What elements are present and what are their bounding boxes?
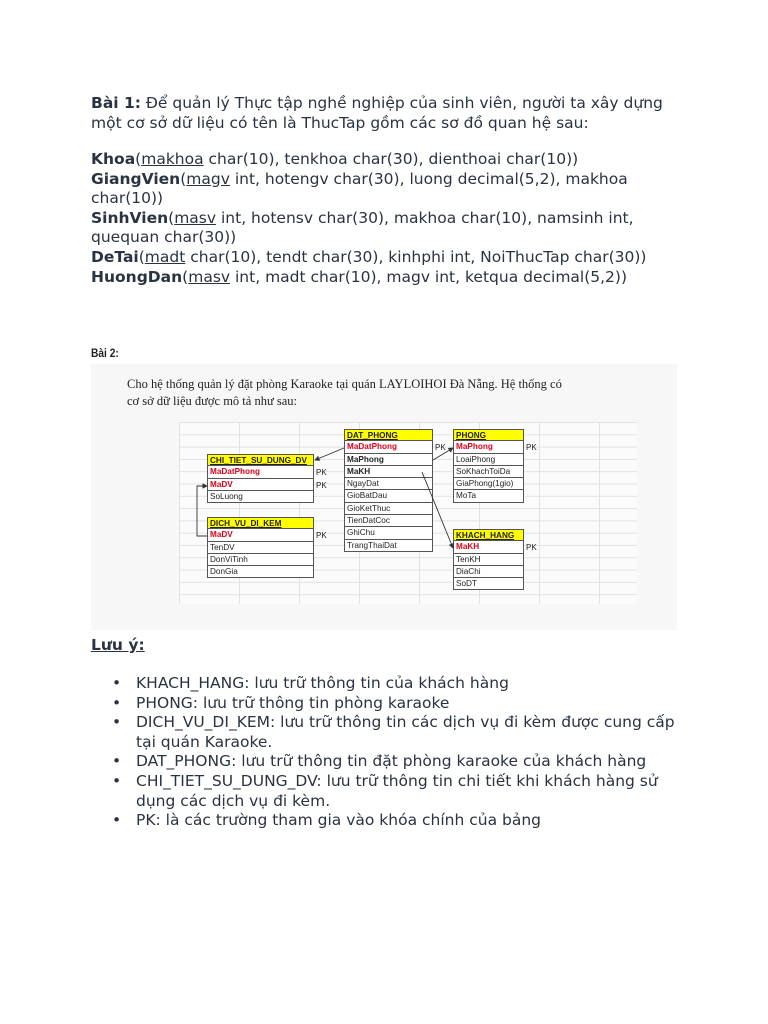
- table-field: SoLuong: [207, 491, 314, 503]
- list-item: [91, 694, 691, 714]
- table-header: DICH_VU_DI_KEM: [207, 517, 314, 529]
- note-text: CHI_TIET_SU_DUNG_DV: lưu trữ thông tin chi tiết khi khách hàng sử dụng các dịch vụ đi kèm.: [136, 771, 658, 810]
- diagram-intro-line2: cơ sở dữ liệu được mô tả như sau:: [127, 393, 297, 408]
- relation-attrs: int, hotensv char(30), makhoa char(10), namsinh int, quequan char(30)): [91, 208, 634, 247]
- relation-name: SinhVien: [91, 208, 169, 227]
- table-field: TrangThaiDat: [344, 540, 433, 552]
- table-field: MaDV: [207, 479, 314, 491]
- table-header: CHI_TIET_SU_DUNG_DV: [207, 454, 314, 466]
- table-header: PHONG: [453, 429, 524, 441]
- list-item: [91, 811, 691, 831]
- list-item: [91, 674, 691, 694]
- relation-attrs: int, madt char(10), magv int, ketqua decimal(5,2)): [230, 267, 628, 286]
- pk-label: PK: [316, 481, 327, 490]
- pk-label: PK: [526, 443, 537, 452]
- relation-giangvien: GiangVien(magv int, hotengv char(30), luong decimal(5,2), makhoa char(10)): [91, 169, 628, 208]
- table-field: MaKH: [344, 466, 433, 478]
- relation-attrs: char(10), tenkhoa char(30), dienthoai char(10)): [203, 150, 579, 168]
- list-item: [91, 772, 691, 811]
- table-field: NgayDat: [344, 478, 433, 490]
- table-field: MoTa: [453, 490, 524, 502]
- arrow-madatphong: [315, 448, 344, 460]
- relation-key: masv: [188, 267, 231, 286]
- table-field: MaPhong: [344, 454, 433, 466]
- list-item: [91, 713, 691, 752]
- relation-name: DeTai: [91, 247, 139, 266]
- note-list: [91, 674, 691, 831]
- relation-huongdan: HuongDan(masv int, madt char(10), magv int, ketqua decimal(5,2)): [91, 267, 628, 286]
- table-field: MaDV: [207, 529, 314, 541]
- table-field: MaKH: [453, 541, 524, 553]
- relation-name: HuongDan: [91, 267, 183, 286]
- pk-label: PK: [316, 531, 327, 540]
- relation-name: GiangVien: [91, 169, 181, 188]
- bai1-label: Bài 1:: [91, 94, 141, 112]
- note-text: DICH_VU_DI_KEM: lưu trữ thông tin các dịch vụ đi kèm được cung cấp tại quán Karaoke.: [136, 713, 675, 751]
- table-field: MaDatPhong: [344, 441, 433, 453]
- table-field: GiaPhong(1gio): [453, 478, 524, 490]
- bullet: •: [112, 752, 122, 771]
- bullet: •: [112, 674, 122, 692]
- note-text: PHONG: lưu trữ thông tin phòng karaoke: [136, 693, 450, 712]
- table-field: DonGia: [207, 566, 314, 578]
- arrow-makh: [422, 472, 453, 548]
- table-field: DonViTinh: [207, 554, 314, 566]
- table-field: TienDatCoc: [344, 515, 433, 527]
- note-text: DAT_PHONG: lưu trữ thông tin đặt phòng karaoke của khách hàng: [136, 752, 647, 771]
- note-title: Lưu ý:: [91, 636, 145, 654]
- table-field: SoKhachToiDa: [453, 466, 524, 478]
- pk-label: PK: [316, 468, 327, 477]
- note-text: PK: là các trường tham gia vào khóa chính của bảng: [136, 811, 541, 830]
- bullet: •: [112, 713, 122, 732]
- note-text: KHACH_HANG: lưu trữ thông tin của khách hàng: [136, 674, 509, 692]
- table-field: TenKH: [453, 554, 524, 566]
- relation-attrs: char(10), tendt char(30), kinhphi int, NoiThucTap char(30)): [185, 247, 647, 266]
- relation-key: magv: [186, 169, 230, 188]
- relation-key: makhoa: [141, 150, 204, 168]
- bullet: •: [112, 811, 122, 830]
- table-field: MaDatPhong: [207, 466, 314, 478]
- pk-label: PK: [526, 543, 537, 552]
- bullet: •: [112, 771, 122, 790]
- arrow-maphong: [433, 448, 453, 460]
- table-header: DAT_PHONG: [344, 429, 433, 441]
- table-field: GioKetThuc: [344, 503, 433, 515]
- relation-detai: DeTai(madt char(10), tendt char(30), kinhphi int, NoiThucTap char(30)): [91, 247, 647, 266]
- table-field: GioBatDau: [344, 490, 433, 502]
- bai2-label: Bài 2:: [91, 346, 119, 360]
- table-field: TenDV: [207, 542, 314, 554]
- relation-sinhvien: SinhVien(masv int, hotensv char(30), makhoa char(10), namsinh int, quequan char(30)): [91, 208, 634, 247]
- table-field: DiaChi: [453, 566, 524, 578]
- table-field: SoDT: [453, 578, 524, 590]
- diagram-intro-line1: Cho hệ thống quản lý đặt phòng Karaoke tại quán LAYLOIHOI Đà Nẵng. Hệ thống có: [127, 377, 562, 391]
- karaoke-diagram-figure: [91, 364, 677, 630]
- table-field: LoaiPhong: [453, 454, 524, 466]
- bai1-paragraph: [91, 94, 691, 133]
- relation-key: masv: [174, 208, 217, 227]
- pk-label: PK: [435, 443, 446, 452]
- relation-name: Khoa: [91, 150, 136, 168]
- schema-list: [91, 150, 691, 287]
- bullet: •: [112, 693, 122, 712]
- relationship-arrows: [91, 364, 677, 630]
- table-field: GhiChu: [344, 527, 433, 539]
- relation-attrs: int, hotengv char(30), luong decimal(5,2), makhoa char(10)): [91, 169, 628, 208]
- relation-key: madt: [144, 247, 186, 266]
- table-field: MaPhong: [453, 441, 524, 453]
- arrow-madv: [197, 486, 207, 536]
- bai1-intro: Để quản lý Thực tập nghề nghiệp của sinh viên, người ta xây dựng một cơ sở dữ liệu có tên là ThucTap gồm các sơ đồ quan hệ sau:: [91, 94, 663, 132]
- list-item: [91, 752, 691, 772]
- relation-khoa: Khoa(makhoa char(10), tenkhoa char(30), dienthoai char(10)): [91, 150, 579, 168]
- table-header: KHACH_HANG: [453, 529, 524, 541]
